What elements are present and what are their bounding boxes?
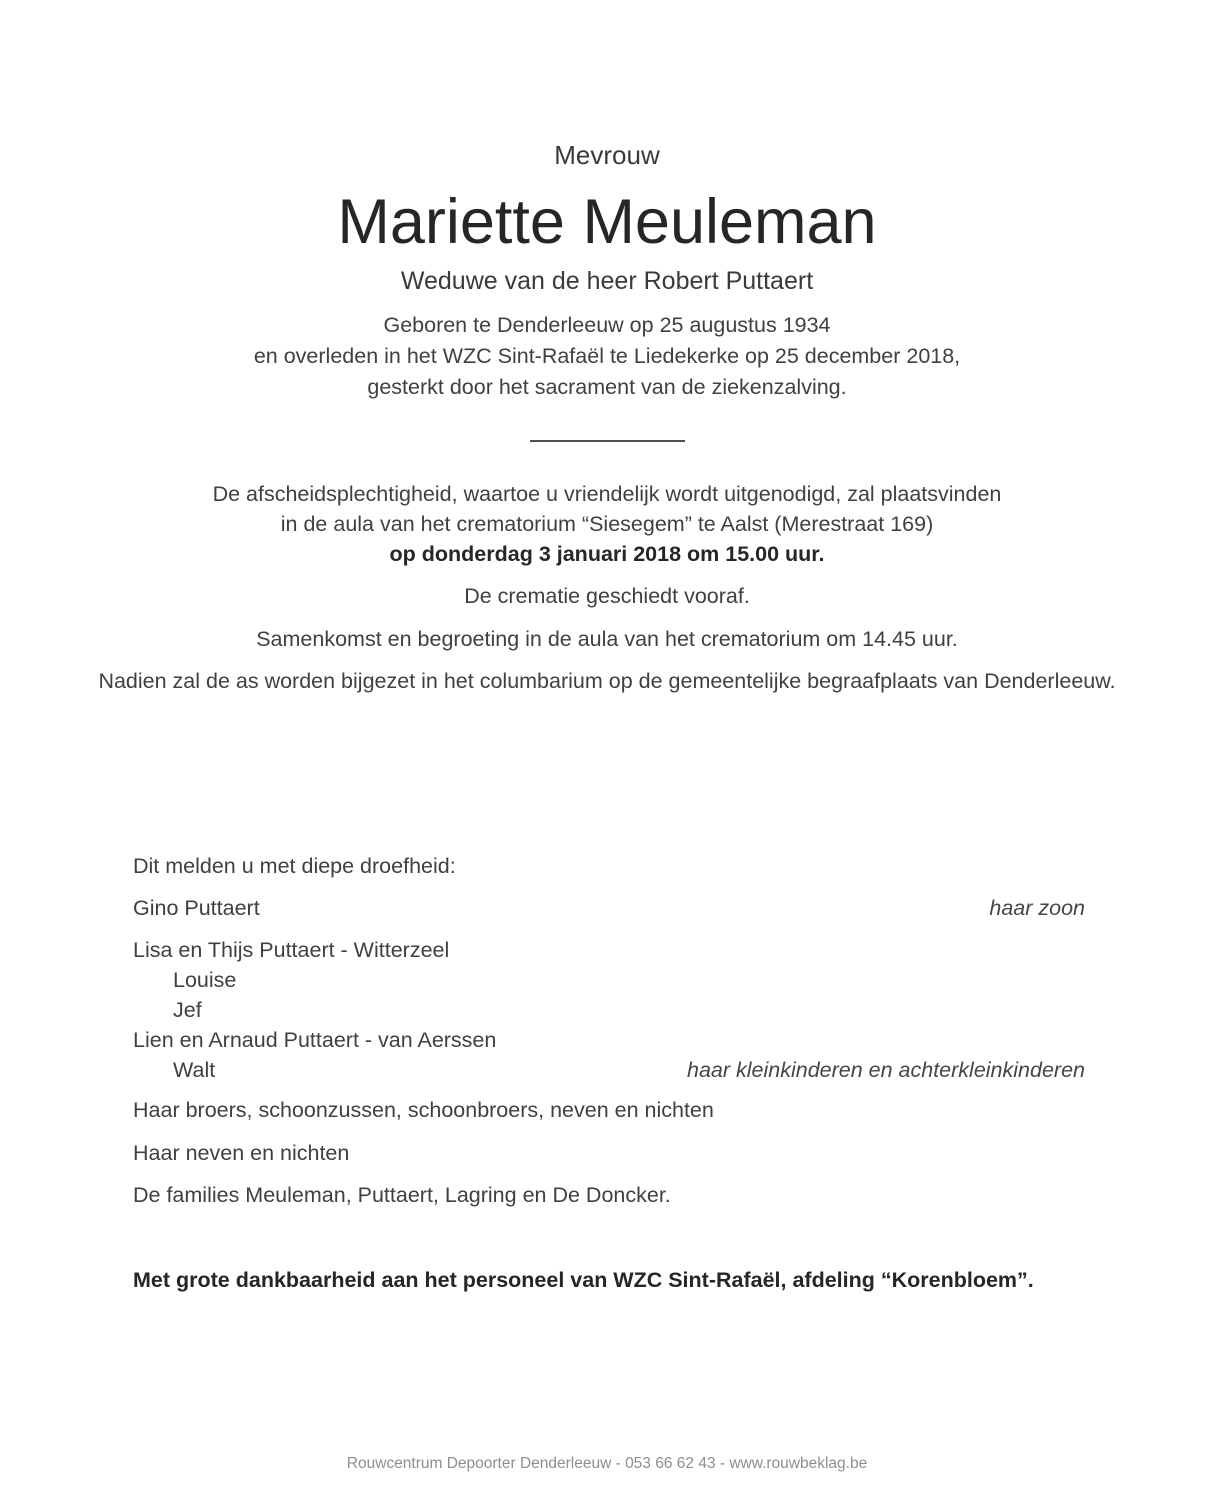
ceremony-date-time: op donderdag 3 januari 2018 om 15.00 uur. xyxy=(389,542,825,566)
widow-subtitle: Weduwe van de heer Robert Puttaert xyxy=(400,267,814,295)
family-relation: haar zoon xyxy=(989,896,1085,920)
family-member-name: Lisa en Thijs Puttaert - Witterzeel xyxy=(133,938,450,962)
family-intro: Dit melden u met diepe droefheid: xyxy=(133,854,456,878)
family-member-name: Jef xyxy=(173,998,202,1022)
deceased-name: Mariette Meuleman xyxy=(337,187,877,257)
birth-line: Geboren te Denderleeuw op 25 augustus 1934 xyxy=(383,313,831,337)
sacrament-line: gesterkt door het sacrament van de ziekenzalving. xyxy=(367,375,847,399)
death-line: en overleden in het WZC Sint-Rafaël te Liedekerke op 25 december 2018, xyxy=(253,344,961,368)
birth-death-paragraph xyxy=(0,310,1214,403)
funeral-home-footer: Rouwcentrum Depoorter Denderleeuw - 053 66 62 43 - www.rouwbeklag.be xyxy=(346,1455,868,1472)
family-member-name: Lien en Arnaud Puttaert - van Aerssen xyxy=(133,1028,497,1052)
family-member-name: Haar neven en nichten xyxy=(133,1141,350,1165)
gathering-line: Samenkomst en begroeting in de aula van het crematorium om 14.45 uur. xyxy=(256,627,958,651)
family-row xyxy=(133,965,1085,995)
family-member-name: Louise xyxy=(173,968,237,992)
interment-line: Nadien zal de as worden bijgezet in het columbarium op de gemeentelijke begraafplaats van Denderleeuw. xyxy=(98,669,1116,693)
family-relation: haar kleinkinderen en achterkleinkinderen xyxy=(686,1058,1085,1082)
family-section xyxy=(133,851,1085,1210)
family-row xyxy=(133,893,1085,923)
gratitude-line: Met grote dankbaarheid aan het personeel van WZC Sint-Rafaël, afdeling “Korenbloem”. xyxy=(133,1268,1034,1292)
family-member-name: Walt xyxy=(173,1058,216,1082)
invitation-line-2: in de aula van het crematorium “Siesegem” te Aalst (Merestraat 169) xyxy=(280,512,934,536)
family-member-name: De families Meuleman, Puttaert, Lagring en De Doncker. xyxy=(133,1183,671,1207)
family-row xyxy=(133,1180,1085,1210)
family-row xyxy=(133,935,1085,965)
family-row xyxy=(133,1138,1085,1168)
section-divider xyxy=(530,440,685,442)
cremation-line: De crematie geschiedt vooraf. xyxy=(464,584,750,608)
family-member-name: Haar broers, schoonzussen, schoonbroers, neven en nichten xyxy=(133,1098,714,1122)
invitation-line-1: De afscheidsplechtigheid, waartoe u vriendelijk wordt uitgenodigd, zal plaatsvinden xyxy=(212,482,1002,506)
ceremony-paragraph xyxy=(0,479,1214,696)
family-row xyxy=(133,1055,1085,1085)
family-row xyxy=(133,1095,1085,1125)
family-row xyxy=(133,1025,1085,1055)
salutation: Mevrouw xyxy=(554,140,660,170)
family-row xyxy=(133,995,1085,1025)
announcement-header xyxy=(0,0,1214,696)
family-member-name: Gino Puttaert xyxy=(133,896,260,920)
